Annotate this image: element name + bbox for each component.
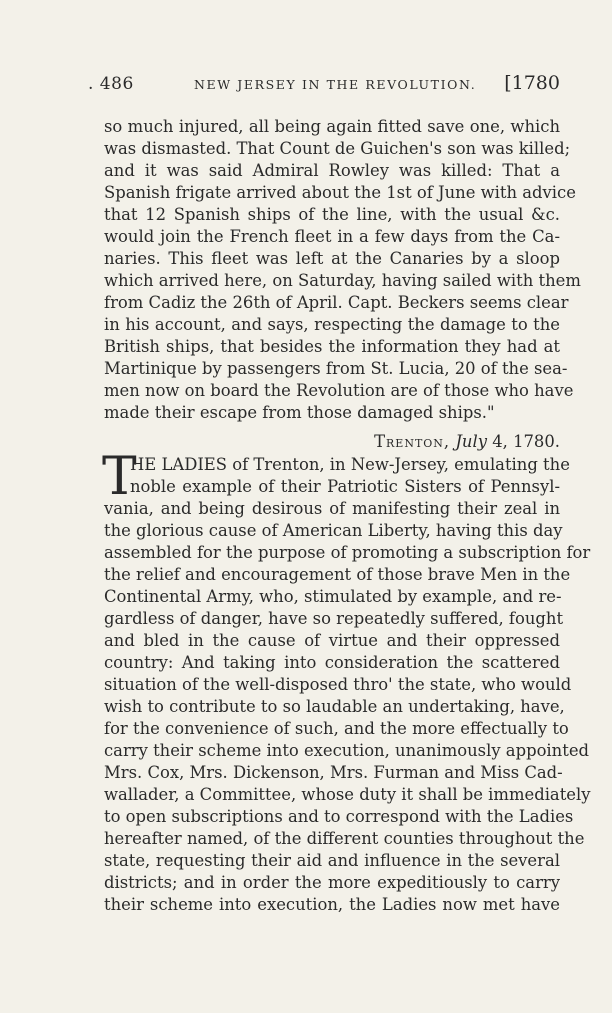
text-line: Martinique by passengers from St. Lucia, 20 of the sea- [104, 359, 568, 378]
text-line: the glorious cause of American Liberty, having this day [104, 521, 563, 540]
paragraph-ladies-of-trenton [104, 454, 591, 916]
paragraph-continued [104, 116, 581, 424]
text-line: would join the French fleet in a few days from the Ca- [104, 227, 560, 246]
text-line: so much injured, all being again fitted save one, which [104, 117, 560, 136]
text-line: naries. This fleet was left at the Canaries by a sloop [104, 249, 560, 268]
text-line: vania, and being desirous of manifesting their zeal in [104, 499, 560, 518]
text-line: gardless of danger, have so repeatedly suffered, fought [104, 609, 564, 628]
text-line: that 12 Spanish ships of the line, with the usual &c. [104, 205, 560, 224]
text-line: wallader, a Committee, whose duty it shall be immediately [104, 785, 591, 804]
text-line: state, requesting their aid and influence in the several [104, 851, 560, 870]
drop-cap: T [102, 447, 137, 507]
dateline-date: 4, 1780. [492, 432, 560, 451]
text-line: assembled for the purpose of promoting a subscription for [104, 543, 591, 562]
text-line: in his account, and says, respecting the damage to the [104, 315, 560, 334]
text-line: Mrs. Cox, Mrs. Dickenson, Mrs. Furman and Miss Cad- [104, 763, 563, 782]
text-line: country: And taking into consideration the scattered [104, 653, 560, 672]
text-line: districts; and in order the more expeditiously to carry [104, 873, 560, 892]
page-number: . 486 [88, 74, 134, 94]
text-line: from Cadiz the 26th of April. Capt. Beckers seems clear [104, 293, 569, 312]
text-line: HE LADIES of Trenton, in New-Jersey, emulating the [130, 455, 570, 474]
running-title: NEW JERSEY IN THE REVOLUTION. [194, 77, 477, 92]
text-line: and it was said Admiral Rowley was killed: That a [104, 161, 560, 180]
text-line: Continental Army, who, stimulated by example, and re- [104, 587, 562, 606]
text-line: situation of the well-disposed thro' the state, who would [104, 675, 572, 694]
text-line: was dismasted. That Count de Guichen's son was killed; [104, 139, 571, 158]
header-year: [1780 [504, 72, 560, 94]
text-line: carry their scheme into execution, unanimously appointed [104, 741, 590, 760]
text-line: which arrived here, on Saturday, having sailed with them [104, 271, 581, 290]
dateline [374, 432, 560, 451]
dateline-month: July [455, 432, 487, 451]
page-header [88, 74, 560, 96]
text-line: hereafter named, of the different counties throughout the [104, 829, 585, 848]
text-line: wish to contribute to so laudable an undertaking, have, [104, 697, 565, 716]
text-line: and bled in the cause of virtue and their oppressed [104, 631, 560, 650]
text-line: to open subscriptions and to correspond with the Ladies [104, 807, 574, 826]
text-line: for the convenience of such, and the more effectually to [104, 719, 569, 738]
text-line: made their escape from those damaged ships." [104, 403, 495, 422]
text-line: Spanish frigate arrived about the 1st of June with advice [104, 183, 576, 202]
text-line: noble example of their Patriotic Sisters of Pennsyl- [130, 477, 560, 496]
text-line: British ships, that besides the information they had at [104, 337, 560, 356]
text-line: men now on board the Revolution are of those who have [104, 381, 574, 400]
text-line: the relief and encouragement of those brave Men in the [104, 565, 571, 584]
dateline-place: Trenton, [374, 432, 451, 451]
text-line: their scheme into execution, the Ladies now met have [104, 895, 560, 914]
